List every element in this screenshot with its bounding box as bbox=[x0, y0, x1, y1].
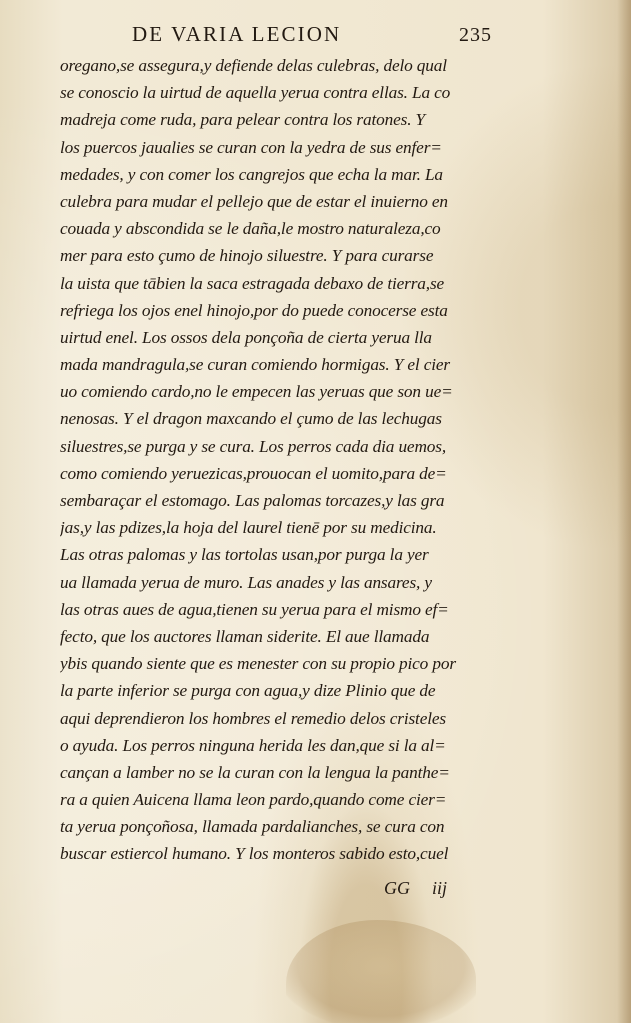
text-line: sembaraçar el estomago. Las palomas torcazes,y las gra bbox=[60, 491, 445, 510]
text-line: los puercos jaualies se curan con la yedra de sus enfer= bbox=[60, 137, 442, 157]
text-line: refriega los ojos enel hinojo,por do puede conocerse esta bbox=[60, 300, 448, 320]
text-line: fecto, que los auctores llaman siderite. El aue llamada bbox=[60, 626, 430, 646]
text-line: cançan a lamber no se la curan con la lengua la panthe= bbox=[60, 762, 450, 782]
text-line: buscar estiercol humano. Y los monteros sabido esto,cuel bbox=[60, 844, 449, 864]
text-line: ua llamada yerua de muro. Las anades y las ansares, y bbox=[60, 572, 432, 592]
text-line: las otras aues de agua,tienen su yerua para el mismo ef= bbox=[60, 599, 449, 619]
gathering-letter: GG bbox=[384, 878, 410, 898]
water-stain bbox=[286, 920, 476, 1023]
text-line: ra a quien Auicena llama leon pardo,quando come cier= bbox=[60, 790, 447, 810]
text-line: uirtud enel. Los ossos dela ponçoña de cierta yerua lla bbox=[60, 327, 432, 347]
page-edge-shadow bbox=[617, 0, 631, 1023]
gathering-number: iij bbox=[432, 878, 448, 898]
text-line: culebra para mudar el pellejo que de estar el inuierno en bbox=[60, 191, 448, 211]
text-line: mada mandragula,se curan comiendo hormigas. Y el cier bbox=[60, 355, 450, 375]
text-line: aqui deprendieron los hombres el remedio delos cristeles bbox=[60, 708, 446, 728]
text-line: couada y abscondida se le daña,le mostro naturaleza,co bbox=[60, 219, 441, 239]
text-line: medades, y con comer los cangrejos que echa la mar. La bbox=[60, 164, 443, 184]
text-line: mer para esto çumo de hinojo siluestre. Y para curarse bbox=[60, 246, 434, 266]
text-line: la parte inferior se purga con agua,y dize Plinio que de bbox=[60, 681, 436, 701]
page-header bbox=[132, 24, 492, 52]
text-line: ybis quando siente que es menester con su propio pico por bbox=[60, 654, 456, 674]
signature-mark bbox=[384, 876, 474, 900]
text-line: jas,y las pdizes,la hoja del laurel tienē por su medicina. bbox=[60, 518, 437, 538]
text-line: uo comiendo cardo,no le empecen las yeruas que son ue= bbox=[60, 382, 453, 402]
text-line: la uista que tābien la saca estragada debaxo de tierra,se bbox=[60, 273, 445, 293]
running-head: DE VARIA LECION bbox=[132, 22, 342, 46]
text-line: Las otras palomas y las tortolas usan,por purga la yer bbox=[60, 545, 429, 565]
text-line: nenosas. Y el dragon maxcando el çumo de las lechugas bbox=[60, 409, 442, 429]
page-number: 235 bbox=[459, 24, 492, 46]
body-text bbox=[60, 52, 520, 868]
text-line: ta yerua ponçoñosa, llamada pardalianches, se cura con bbox=[60, 817, 445, 837]
text-line: o ayuda. Los perros ninguna herida les dan,que si la al= bbox=[60, 735, 446, 755]
text-line: como comiendo yeruezicas,prouocan el uomito,para de= bbox=[60, 463, 447, 483]
text-line: oregano,se assegura,y defiende delas culebras, delo qual bbox=[60, 56, 447, 75]
text-line: siluestres,se purga y se cura. Los perros cada dia uemos, bbox=[60, 436, 447, 456]
text-line: se conoscio la uirtud de aquella yerua contra ellas. La co bbox=[60, 83, 451, 103]
text-line: madreja come ruda, para pelear contra los ratones. Y bbox=[60, 110, 426, 130]
